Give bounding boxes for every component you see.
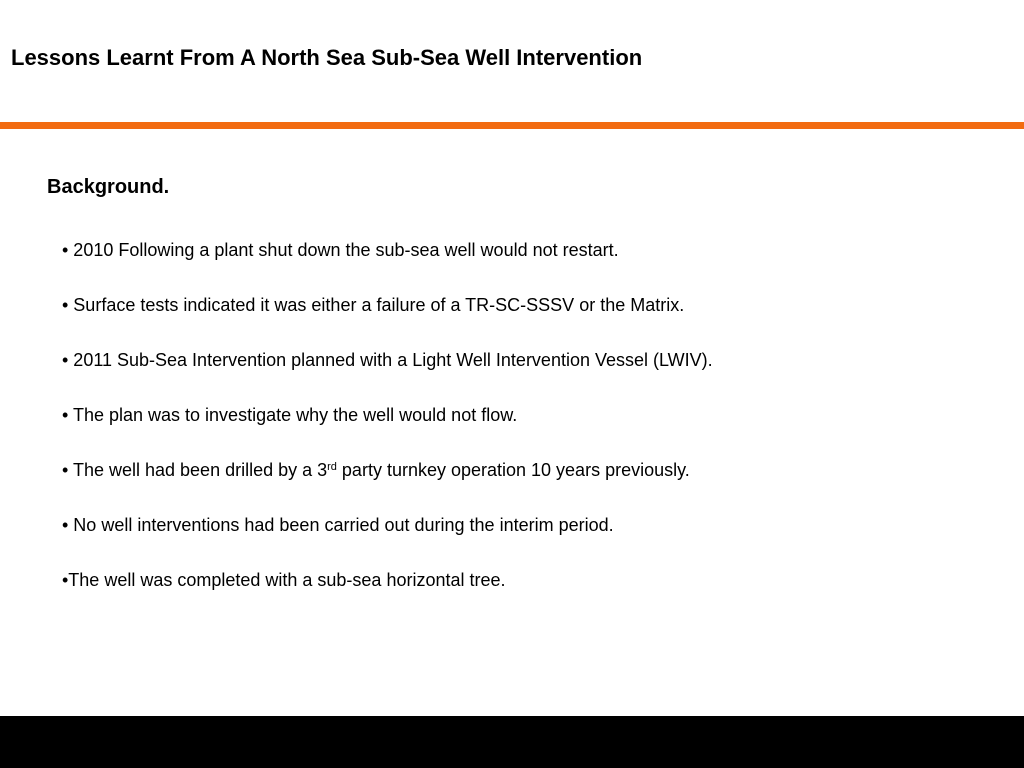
footer-bar xyxy=(0,716,1024,768)
bullet-text-before: • The well had been drilled by a 3 xyxy=(62,460,328,480)
section-heading: Background. xyxy=(47,176,170,198)
bullet-item: • The plan was to investigate why the well would not flow. xyxy=(62,405,518,425)
accent-divider xyxy=(0,122,1024,129)
ordinal-superscript: rd xyxy=(327,461,337,473)
bullet-item: • Surface tests indicated it was either a failure of a TR-SC-SSSV or the Matrix. xyxy=(62,295,685,315)
bullet-list xyxy=(62,238,713,623)
bullet-item: • No well interventions had been carried out during the interim period. xyxy=(62,515,614,535)
bullet-item: • 2010 Following a plant shut down the sub-sea well would not restart. xyxy=(62,240,619,260)
slide-title: Lessons Learnt From A North Sea Sub-Sea Well Intervention xyxy=(11,45,643,70)
bullet-text-after: party turnkey operation 10 years previously. xyxy=(336,460,690,480)
bullet-item xyxy=(62,458,713,482)
bullet-item: • 2011 Sub-Sea Intervention planned with a Light Well Intervention Vessel (LWIV). xyxy=(62,350,713,370)
bullet-item: •The well was completed with a sub-sea horizontal tree. xyxy=(62,570,506,590)
